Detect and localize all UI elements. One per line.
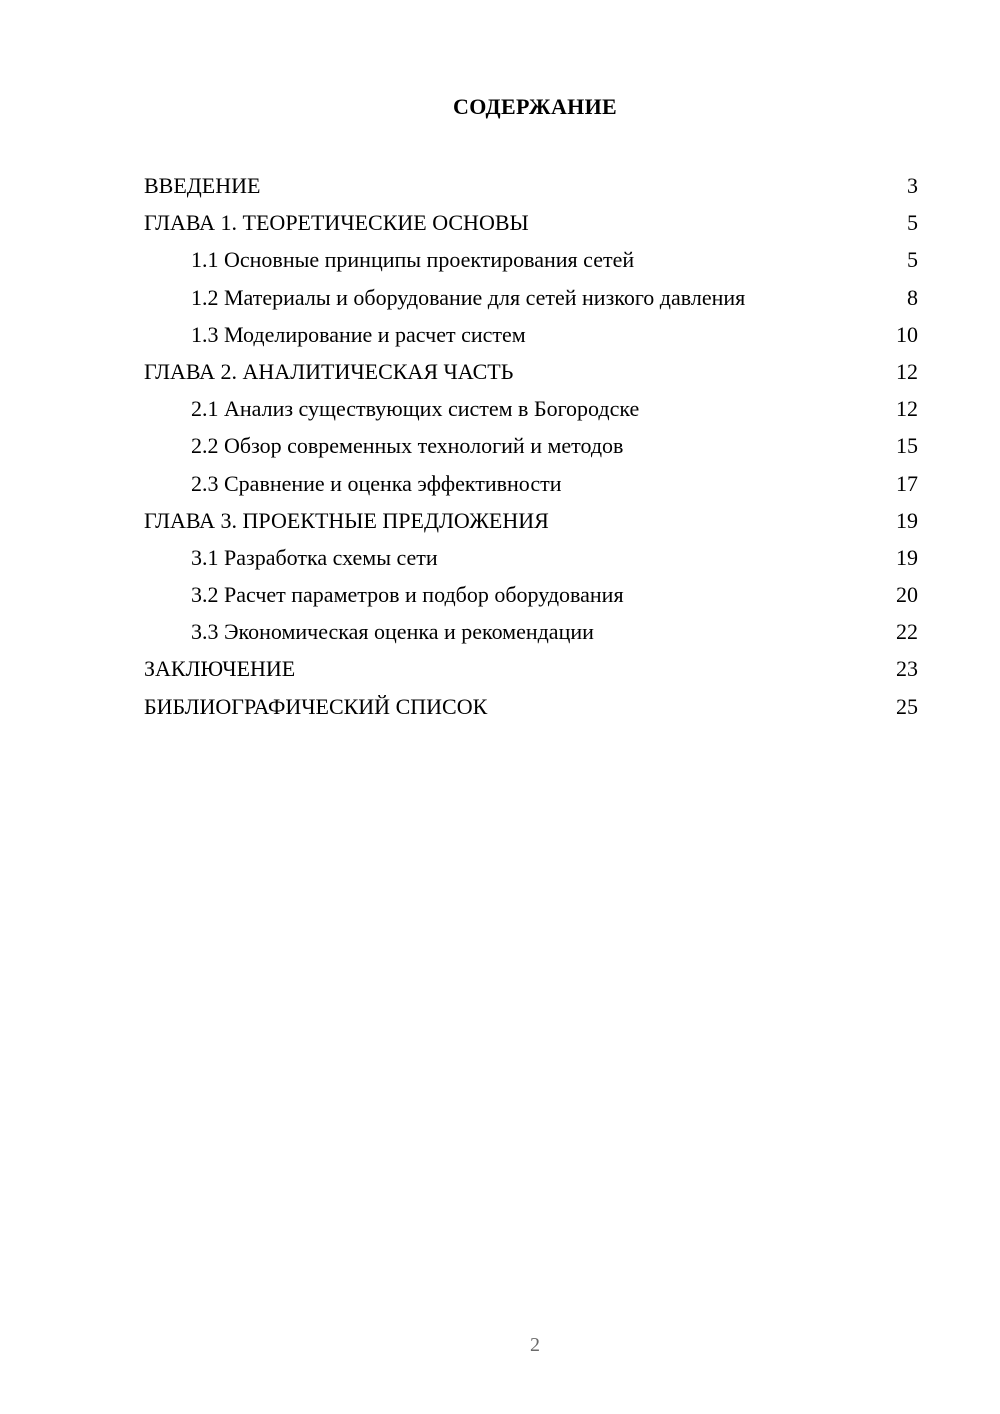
toc-entry-page: 20 [896,582,918,608]
toc-entry-label: ГЛАВА 1. ТЕОРЕТИЧЕСКИЕ ОСНОВЫ [144,210,529,236]
toc-entry [144,539,918,576]
toc-entry-page: 19 [896,507,918,533]
toc-entry [144,316,918,353]
toc-entry-label: БИБЛИОГРАФИЧЕСКИЙ СПИСОК [144,693,488,719]
toc-entry [144,576,918,613]
toc-entry-page: 23 [896,656,918,682]
toc-entry-page: 5 [907,247,918,273]
toc-entry-label: 2.1 Анализ существующих систем в Богородске [191,396,640,422]
toc-entry-label: ГЛАВА 3. ПРОЕКТНЫЕ ПРЕДЛОЖЕНИЯ [144,507,549,533]
toc-entry [144,241,918,278]
toc-entry-page: 5 [907,210,918,236]
toc-entry-page: 22 [896,619,918,645]
toc-entry [144,613,918,650]
toc-entry [144,167,918,204]
toc-entry [144,427,918,464]
toc-entry-label: 1.3 Моделирование и расчет систем [191,321,526,347]
toc-entry-page: 12 [896,396,918,422]
toc-entry [144,688,918,725]
toc-entry [144,465,918,502]
page-number: 2 [530,1334,540,1356]
toc-entry-page: 3 [907,173,918,198]
toc-entry [144,204,918,241]
toc-entry-label: ГЛАВА 2. АНАЛИТИЧЕСКАЯ ЧАСТЬ [144,358,514,384]
toc-entry-label: 3.2 Расчет параметров и подбор оборудования [191,582,624,608]
toc-entry-label: 2.3 Сравнение и оценка эффективности [191,470,562,496]
toc-entry-page: 19 [896,544,918,570]
table-of-contents [144,167,918,725]
toc-entry-page: 25 [896,693,918,719]
toc-entry [144,353,918,390]
toc-entry-label: 3.1 Разработка схемы сети [191,544,438,570]
toc-entry-label: 1.1 Основные принципы проектирования сетей [191,247,635,273]
toc-entry [144,502,918,539]
toc-entry-page: 17 [896,470,918,496]
toc-entry-page: 10 [896,321,918,347]
toc-entry [144,279,918,316]
page-title: СОДЕРЖАНИЕ [453,94,617,119]
toc-entry-page: 12 [896,358,918,384]
toc-entry [144,650,918,687]
toc-entry-label: ВВЕДЕНИЕ [144,173,261,198]
toc-entry-page: 8 [907,284,918,310]
toc-entry-page: 15 [896,433,918,459]
toc-entry-label: 1.2 Материалы и оборудование для сетей низкого давления [191,284,746,310]
toc-entry [144,390,918,427]
toc-entry-label: ЗАКЛЮЧЕНИЕ [144,656,296,682]
toc-entry-label: 3.3 Экономическая оценка и рекомендации [191,619,594,645]
toc-entry-label: 2.2 Обзор современных технологий и методов [191,433,624,459]
